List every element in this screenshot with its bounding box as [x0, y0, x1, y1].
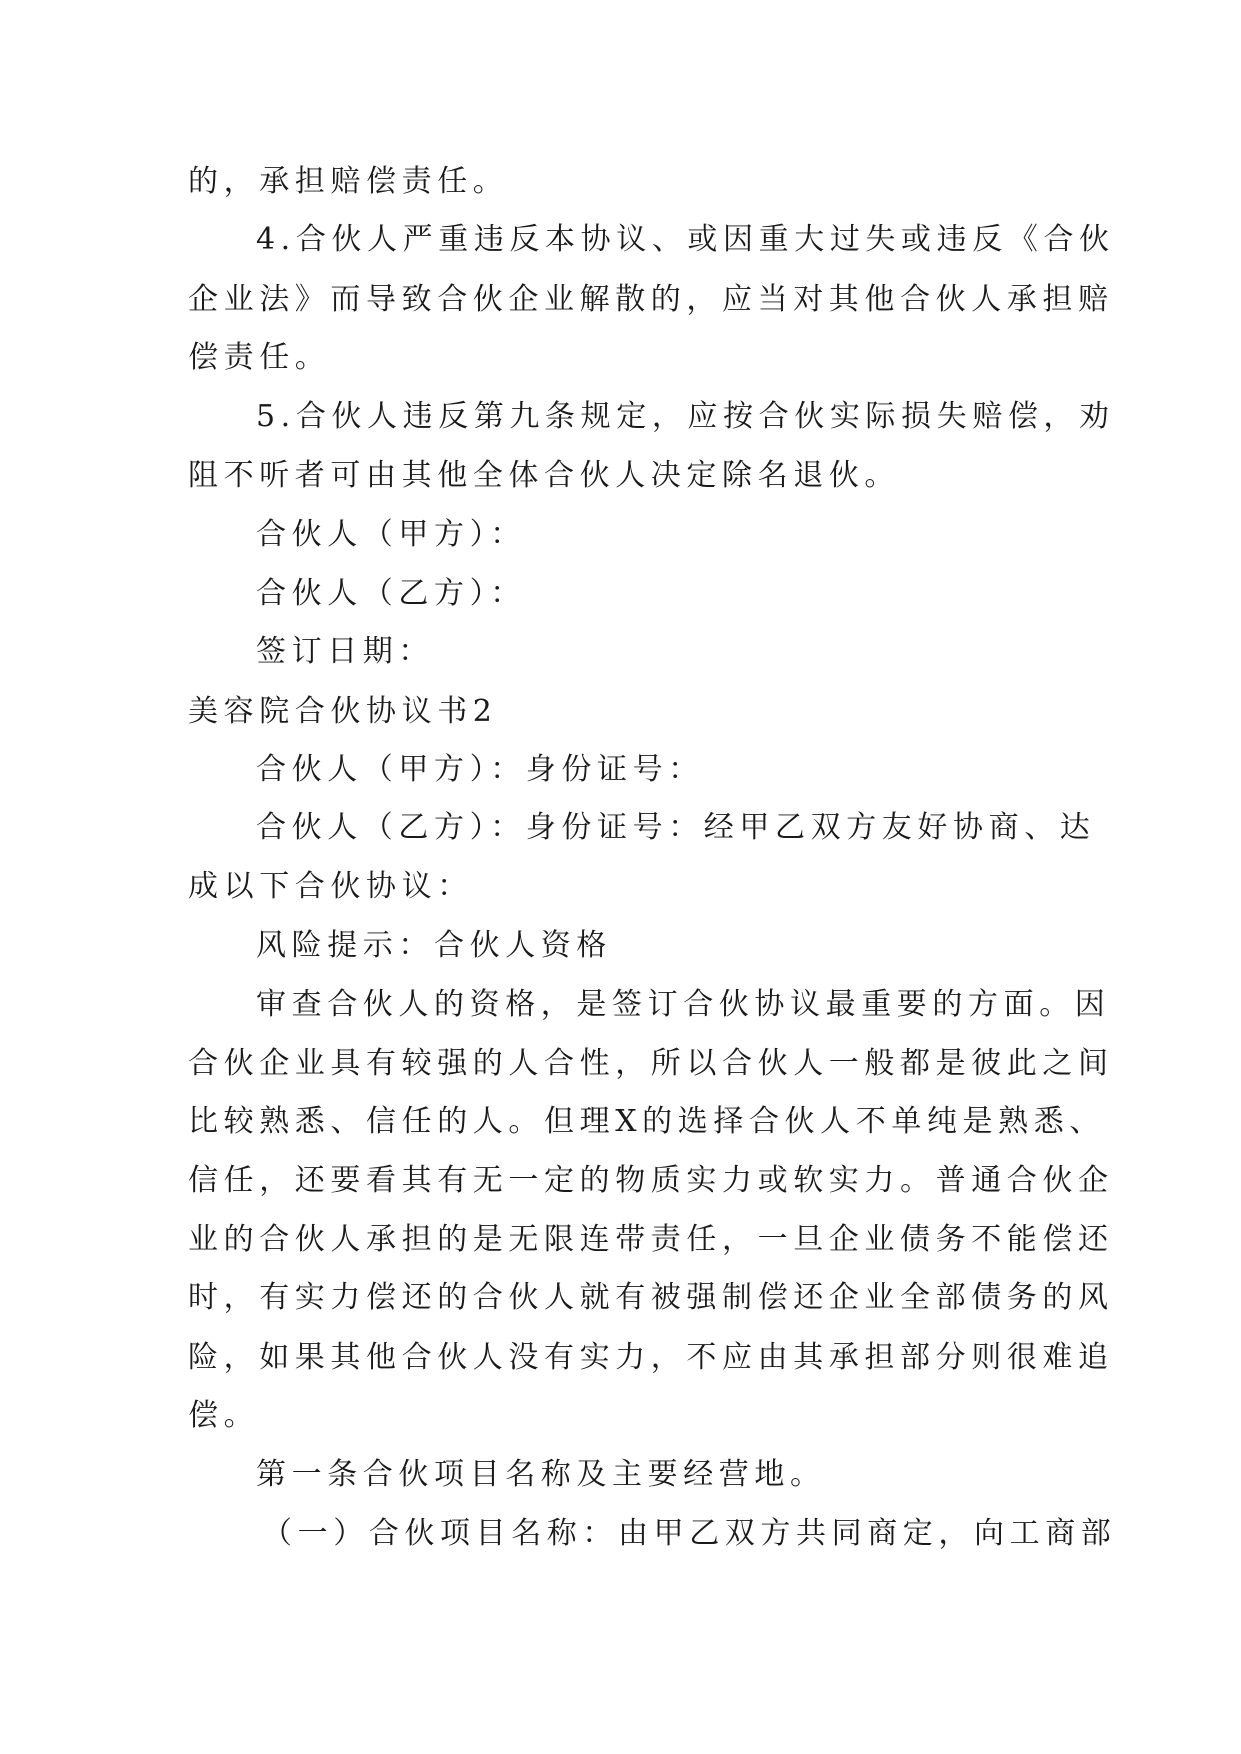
text-line: 企业法》而导致合伙企业解散的，应当对其他合伙人承担赔	[188, 282, 1114, 317]
text-line: 5.合伙人违反第九条规定，应按合伙实际损失赔偿，劝	[256, 399, 1115, 434]
text-line: 比较熟悉、信任的人。但理X的选择合伙人不单纯是熟悉、	[188, 1104, 1105, 1139]
text-line: 险，如果其他合伙人没有实力，不应由其承担部分则很难追	[188, 1340, 1114, 1375]
text-line: 偿责任。	[188, 340, 331, 375]
text-line: 风险提示：合伙人资格	[256, 928, 612, 963]
text-line: 成以下合伙协议：	[188, 869, 473, 904]
text-line: 阻不听者可由其他全体合伙人决定除名退伙。	[188, 458, 900, 493]
text-line: 4.合伙人严重违反本协议、或因重大过失或违反《合伙	[256, 222, 1115, 257]
text-line: 第一条合伙项目名称及主要经营地。	[256, 1457, 826, 1492]
text-line: （一）合伙项目名称：由甲乙双方共同商定，向工商部	[262, 1516, 1117, 1551]
text-line: 签订日期：	[256, 634, 434, 669]
text-line: 合伙人（乙方）：	[256, 576, 526, 611]
text-line: 信任，还要看其有无一定的物质实力或软实力。普通合伙企	[188, 1163, 1114, 1198]
text-line: 合伙人（甲方）：身份证号：	[256, 752, 704, 787]
text-line: 时，有实力偿还的合伙人就有被强制偿还企业全部债务的风	[188, 1280, 1114, 1315]
text-line: 合伙人（甲方）：	[256, 517, 526, 552]
text-line: 偿。	[188, 1398, 260, 1433]
text-line: 业的合伙人承担的是无限连带责任，一旦企业债务不能偿还	[188, 1222, 1114, 1257]
text-line: 审查合伙人的资格，是签订合伙协议最重要的方面。因	[256, 987, 1111, 1022]
text-line: 合伙人（乙方）：身份证号：经甲乙双方友好协商、达	[256, 810, 1096, 845]
text-line: 的，承担赔偿责任。	[188, 164, 509, 199]
section-title: 美容院合伙协议书2	[188, 694, 498, 729]
text-line: 合伙企业具有较强的人合性，所以合伙人一般都是彼此之间	[188, 1046, 1114, 1081]
